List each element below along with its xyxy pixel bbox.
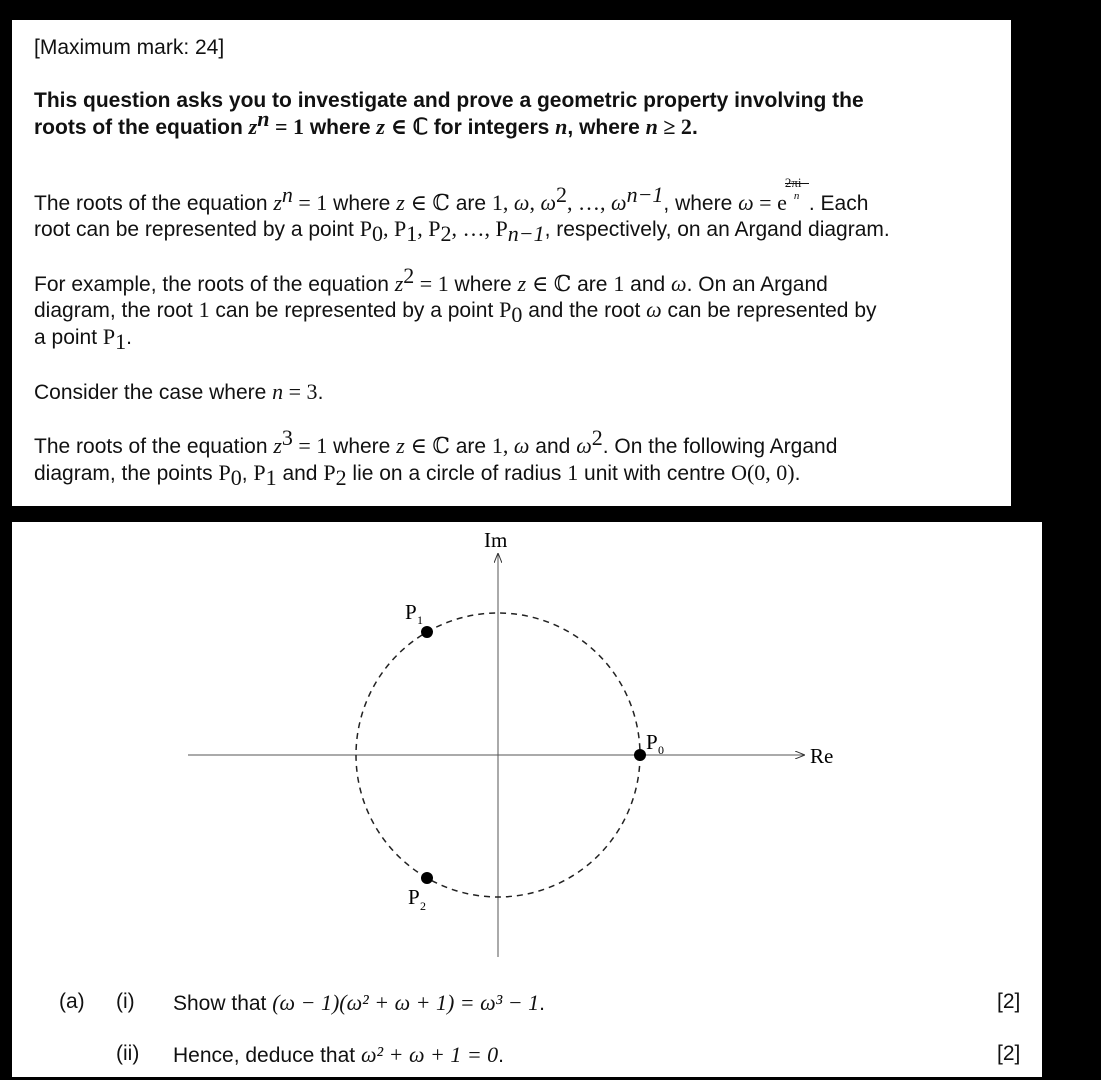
- point-p2: [421, 872, 433, 884]
- p2-subscript: 2: [420, 899, 426, 913]
- part-i-text: Show that (ω − 1)(ω² + ω + 1) = ω³ − 1.: [173, 990, 545, 1015]
- consider-line: Consider the case where n = 3.: [34, 379, 324, 404]
- roots-line-2: root can be represented by a point $P_0$, $P_1$, $P_2$, …, $P_{n-1}$, respectively, on an Argand diagram.: [34, 216, 890, 247]
- exponent-fraction: 2πi n: [787, 200, 809, 210]
- p1-subscript: 1: [417, 613, 423, 627]
- p2-label: P: [408, 885, 420, 909]
- part-ii-text: Hence, deduce that ω² + ω + 1 = 0.: [173, 1042, 505, 1067]
- max-mark: [Maximum mark: 24]: [34, 36, 225, 59]
- re-label: Re: [810, 744, 834, 768]
- part-i-mark: [2]: [997, 990, 1021, 1013]
- roots-line-1: The roots of the equation $z^n = 1$ where z ∈ ℂ are 1, ω, $\omega^2$, …, $\omega^{n-1}$, where ω = e 2πi n . Each: [34, 175, 869, 215]
- intro-line-2: roots of the equation $z^n = 1$ where z ∈ ℂ for integers n, where n ≥ 2.: [34, 106, 698, 139]
- n3-line-1: The roots of the equation $z^3 = 1$ where z ∈ ℂ are 1, ω and $\omega^2$. On the following Argand: [34, 425, 838, 458]
- p0-label: P: [646, 730, 658, 754]
- example-line-3: a point $P_1$.: [34, 324, 132, 355]
- p1-label: P: [405, 600, 417, 624]
- example-line-1: For example, the roots of the equation $z^2 = 1$ where z ∈ ℂ are 1 and ω. On an Argand: [34, 263, 828, 296]
- n3-line-2: diagram, the points $P_0$, $P_1$ and $P_2$ lie on a circle of radius 1 unit with centre O(0, 0).: [34, 460, 801, 491]
- example-line-2: diagram, the root 1 can be represented by a point $P_0$ and the root ω can be represented by: [34, 297, 877, 328]
- part-ii-mark: [2]: [997, 1042, 1021, 1065]
- intro-line-1: This question asks you to investigate and prove a geometric property involving the: [34, 89, 864, 112]
- question-text-panel: [12, 20, 1011, 506]
- diagram-panel: [12, 522, 1042, 1077]
- part-ii-label: (ii): [116, 1042, 140, 1065]
- argand-diagram: [12, 522, 1042, 982]
- point-p1: [421, 626, 433, 638]
- im-label: Im: [484, 528, 508, 552]
- point-p0: [634, 749, 646, 761]
- part-a-label: (a): [59, 990, 85, 1013]
- p0-subscript: 0: [658, 743, 664, 757]
- part-i-label: (i): [116, 990, 135, 1013]
